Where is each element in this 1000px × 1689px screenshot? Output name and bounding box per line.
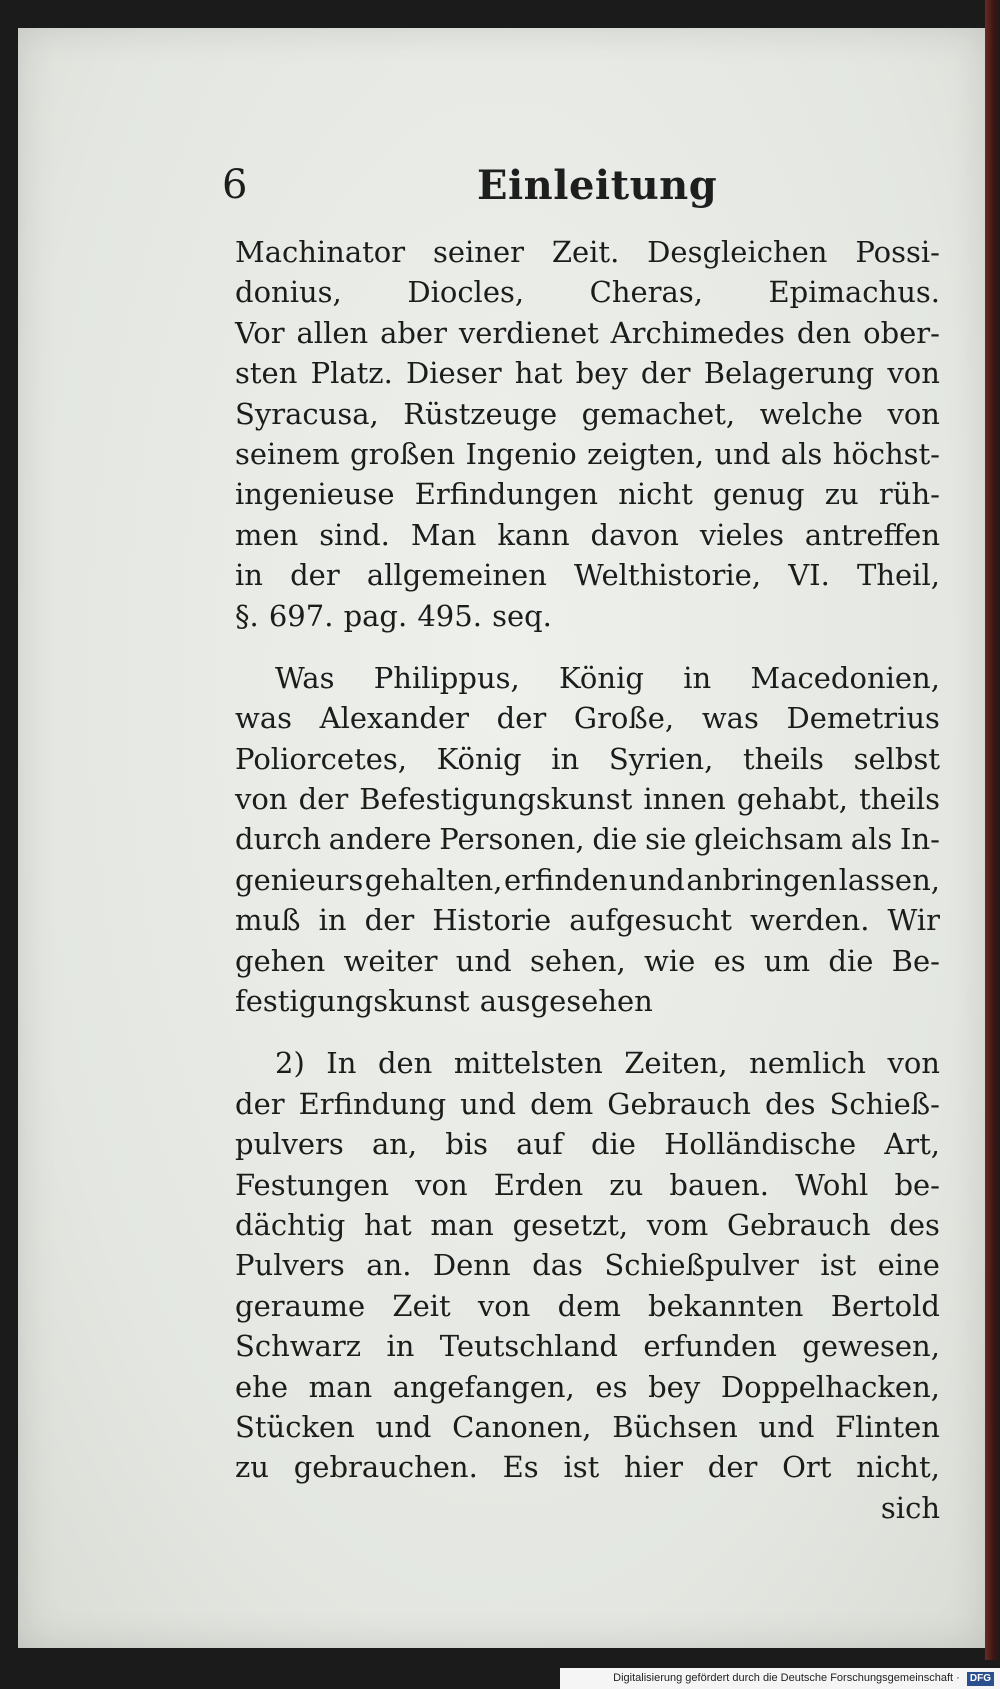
word: In <box>326 1046 357 1081</box>
word: mittelsten <box>453 1046 603 1081</box>
word: theils <box>859 782 940 817</box>
paragraph-gap <box>235 636 940 658</box>
word: Wohl <box>795 1167 869 1202</box>
word: ehe <box>235 1369 289 1404</box>
word: als <box>850 822 893 857</box>
word: Zeit <box>392 1288 451 1323</box>
paragraph-3 <box>235 1043 940 1487</box>
text-line <box>235 1165 940 1205</box>
word: in <box>386 1329 415 1364</box>
text-line <box>235 1326 940 1366</box>
word: den <box>377 1046 433 1081</box>
word: was <box>701 701 759 736</box>
word: von <box>887 1046 940 1081</box>
word: des <box>889 1207 940 1242</box>
word: Flinten <box>835 1409 940 1444</box>
page-number: 6 <box>222 162 248 208</box>
word: dächtig <box>235 1207 346 1242</box>
word: von <box>887 356 940 391</box>
word: verdienet <box>458 315 599 350</box>
word: von <box>235 782 288 817</box>
word: anbringen <box>686 862 838 897</box>
dfg-logo: DFG <box>967 1672 994 1686</box>
word: Rüstzeuge <box>403 396 558 431</box>
text-line <box>235 394 940 434</box>
word: der <box>496 701 547 736</box>
text-line <box>235 1286 940 1326</box>
word: andere <box>328 822 432 857</box>
word: sehen, <box>529 943 626 978</box>
word: Syracusa, <box>235 396 379 431</box>
word: Schießpulver <box>604 1248 799 1283</box>
word: gewesen, <box>802 1329 940 1364</box>
word: Pulvers <box>235 1248 345 1283</box>
word: nicht, <box>856 1450 940 1485</box>
word: Desgleichen <box>647 235 828 269</box>
word: die <box>590 1127 636 1162</box>
word: des <box>764 1086 816 1121</box>
word: pag. <box>343 598 408 633</box>
word: pulvers <box>235 1127 344 1162</box>
word: der <box>235 1086 285 1121</box>
word: der <box>298 782 349 817</box>
word: Schieß- <box>829 1086 940 1121</box>
text-line <box>235 1124 940 1164</box>
word: allgemeinen <box>366 558 547 593</box>
digitization-footer: Digitalisierung gefördert durch die Deutsche Forschungsgemeinschaft · DFG <box>560 1668 1000 1689</box>
word: was <box>235 701 292 736</box>
word: Cheras, <box>589 275 703 310</box>
word: Personen, <box>439 822 585 857</box>
word: Wir <box>887 903 940 938</box>
word: Ort <box>782 1450 832 1485</box>
word: Epimachus. <box>768 275 940 310</box>
word: antreffen <box>804 517 940 552</box>
text-line <box>235 1205 940 1245</box>
word: allen <box>296 315 369 350</box>
word: In- <box>899 822 940 857</box>
word: weiter <box>343 943 438 978</box>
word: Macedonien, <box>750 660 940 695</box>
text-line <box>235 1084 940 1124</box>
word: Bertold <box>830 1288 940 1323</box>
word: kann <box>497 517 570 552</box>
book-cover-edge <box>985 0 1000 1660</box>
text-line <box>235 1447 940 1487</box>
word: bey <box>575 356 628 391</box>
word: Be- <box>891 943 940 978</box>
word: genieurs <box>235 862 364 897</box>
word: Possi- <box>855 235 940 269</box>
word: durch <box>235 822 322 857</box>
text-line <box>235 819 940 859</box>
word: Machinator <box>235 235 406 269</box>
page-header <box>222 162 942 222</box>
word: Zeit. <box>551 235 620 269</box>
word: Schwarz <box>235 1329 362 1364</box>
word: erfinden <box>503 862 628 897</box>
word: Denn <box>432 1248 511 1283</box>
word: nemlich <box>749 1046 866 1081</box>
word: Dieser <box>406 356 502 391</box>
word: 495. <box>417 598 482 633</box>
footer-credit: Digitalisierung gefördert durch die Deutsche Forschungsgemeinschaft <box>613 1672 954 1684</box>
word: und <box>758 1409 815 1444</box>
word: der <box>290 558 340 593</box>
text-line <box>235 515 940 555</box>
word: Canonen, <box>452 1409 592 1444</box>
word: hier <box>624 1450 683 1485</box>
word: hat <box>364 1207 412 1242</box>
word: Befestigungskunst <box>359 782 633 817</box>
word: Ingenio <box>465 436 577 471</box>
word: Man <box>410 517 477 552</box>
text-line <box>235 313 940 353</box>
word: vom <box>646 1207 709 1242</box>
word: ausgesehen <box>479 984 653 1019</box>
word: gemachet, <box>581 396 736 431</box>
word: bey <box>648 1369 701 1404</box>
word: zu <box>235 1450 269 1485</box>
text-line <box>235 1407 940 1447</box>
text-line <box>235 698 940 738</box>
word: das <box>532 1248 583 1283</box>
word: Festungen <box>235 1167 389 1202</box>
text-line <box>235 1043 940 1083</box>
paragraph-1 <box>235 232 940 636</box>
catchword: sich <box>880 1490 940 1525</box>
text-line <box>235 779 940 819</box>
word: sten <box>235 356 298 391</box>
word: und <box>375 1409 432 1444</box>
word: selbst <box>853 741 940 776</box>
word: gehabt, <box>736 782 848 817</box>
word: Erfindungen <box>414 477 599 512</box>
text-line <box>235 739 940 779</box>
word: angefangen, <box>392 1369 575 1404</box>
word: genug <box>712 477 805 512</box>
word: ist <box>563 1450 600 1485</box>
text-line <box>235 272 940 312</box>
word: rüh- <box>878 477 940 512</box>
word: von <box>415 1167 468 1202</box>
word: ist <box>820 1248 857 1283</box>
word: Syrien, <box>608 741 714 776</box>
word: und <box>714 436 771 471</box>
word: in <box>235 558 263 593</box>
word: bauen. <box>669 1167 769 1202</box>
word: Holländische <box>664 1127 857 1162</box>
text-line <box>235 353 940 393</box>
word: es <box>713 943 746 978</box>
word: muß <box>235 903 301 938</box>
word: an, <box>371 1127 418 1162</box>
word: Platz. <box>310 356 393 391</box>
word: theils <box>742 741 824 776</box>
word: §. <box>235 598 259 633</box>
word: höchst- <box>832 436 940 471</box>
word: der <box>640 356 691 391</box>
word: bekannten <box>648 1288 804 1323</box>
word: in <box>318 903 347 938</box>
word: Theil, <box>856 558 940 593</box>
word: um <box>763 943 811 978</box>
word: und <box>628 862 685 897</box>
text-line <box>235 232 940 272</box>
word: der <box>364 903 415 938</box>
word: 2) <box>275 1046 305 1081</box>
word: nicht <box>618 477 693 512</box>
word: in <box>551 741 580 776</box>
word: be- <box>894 1167 940 1202</box>
word: Archimedes <box>610 315 785 350</box>
text-line <box>235 596 940 636</box>
word: von <box>887 396 940 431</box>
paragraph-gap <box>235 1021 940 1043</box>
word: Teutschland <box>439 1329 618 1364</box>
paragraph-2 <box>235 658 940 1022</box>
word: gebrauchen. <box>293 1450 478 1485</box>
word: Gebrauch <box>607 1086 751 1121</box>
word: Gebrauch <box>726 1207 871 1242</box>
word: aufgesucht <box>569 903 732 938</box>
word: Zeiten, <box>624 1046 728 1081</box>
word: welche <box>759 396 863 431</box>
word: Philippus, <box>373 660 520 695</box>
word: König <box>436 741 522 776</box>
word: festigungskunst <box>235 984 470 1019</box>
word: von <box>477 1288 531 1323</box>
text-line <box>235 860 940 900</box>
text-line <box>235 1245 940 1285</box>
word: Historie <box>432 903 552 938</box>
word: Welthistorie, <box>574 558 762 593</box>
text-line <box>235 555 940 595</box>
word: an. <box>366 1248 412 1283</box>
word: seq. <box>492 598 552 633</box>
word: innen <box>643 782 726 817</box>
word: sie <box>645 822 687 857</box>
word: men <box>235 517 299 552</box>
catchword-line <box>235 1488 940 1528</box>
word: gehen <box>235 943 326 978</box>
text-line <box>235 981 940 1021</box>
word: lassen, <box>838 862 940 897</box>
text-line <box>235 900 940 940</box>
word: Art, <box>884 1127 940 1162</box>
word: der <box>707 1450 758 1485</box>
word: seiner <box>432 235 524 269</box>
word: Was <box>275 660 335 695</box>
word: bis <box>445 1127 488 1162</box>
word: dem <box>530 1086 594 1121</box>
word: werden. <box>749 903 870 938</box>
running-title: Einleitung <box>477 162 718 209</box>
word: die <box>828 943 874 978</box>
word: in <box>683 660 712 695</box>
word: und <box>455 943 512 978</box>
word: davon <box>590 517 679 552</box>
word: und <box>460 1086 517 1121</box>
word: König <box>559 660 644 695</box>
word: Vor <box>235 315 285 350</box>
word: Poliorcetes, <box>235 741 407 776</box>
word: Es <box>502 1450 539 1485</box>
text-line <box>235 658 940 698</box>
word: Große, <box>573 701 675 736</box>
word: Stücken <box>235 1409 355 1444</box>
word: als <box>780 436 823 471</box>
word: man <box>308 1369 373 1404</box>
word: hat <box>514 356 563 391</box>
word: aber <box>380 315 447 350</box>
word: auf <box>516 1127 563 1162</box>
word: Belagerung <box>703 356 875 391</box>
word: Diocles, <box>407 275 525 310</box>
word: großen <box>350 436 456 471</box>
word: ober- <box>863 315 940 350</box>
word: Alexander <box>319 701 469 736</box>
text-line <box>235 1367 940 1407</box>
word: geraume <box>235 1288 366 1323</box>
word: ingenieuse <box>235 477 395 512</box>
word: Büchsen <box>612 1409 738 1444</box>
word: man <box>430 1207 494 1242</box>
word: zu <box>609 1167 644 1202</box>
word: Erfindung <box>298 1086 447 1121</box>
word: VI. <box>788 558 830 593</box>
word: zeigten, <box>587 436 705 471</box>
word: 697. <box>268 598 334 633</box>
word: Demetrius <box>786 701 940 736</box>
word: vieles <box>699 517 784 552</box>
body-text <box>235 232 940 1528</box>
word: dem <box>557 1288 621 1323</box>
word: die <box>592 822 638 857</box>
text-line <box>235 474 940 514</box>
word: gesetzt, <box>512 1207 629 1242</box>
text-line <box>235 941 940 981</box>
word: es <box>595 1369 628 1404</box>
word: Doppelhacken, <box>720 1369 940 1404</box>
word: gehalten, <box>364 862 503 897</box>
word: zu <box>824 477 859 512</box>
word: Erden <box>493 1167 584 1202</box>
text-line <box>235 434 940 474</box>
word: erfunden <box>643 1329 777 1364</box>
word: seinem <box>235 436 340 471</box>
word: wie <box>644 943 696 978</box>
word: eine <box>877 1248 940 1283</box>
word: donius, <box>235 275 342 310</box>
word: sind. <box>319 517 390 552</box>
word: gleichsam <box>694 822 844 857</box>
word: den <box>796 315 852 350</box>
